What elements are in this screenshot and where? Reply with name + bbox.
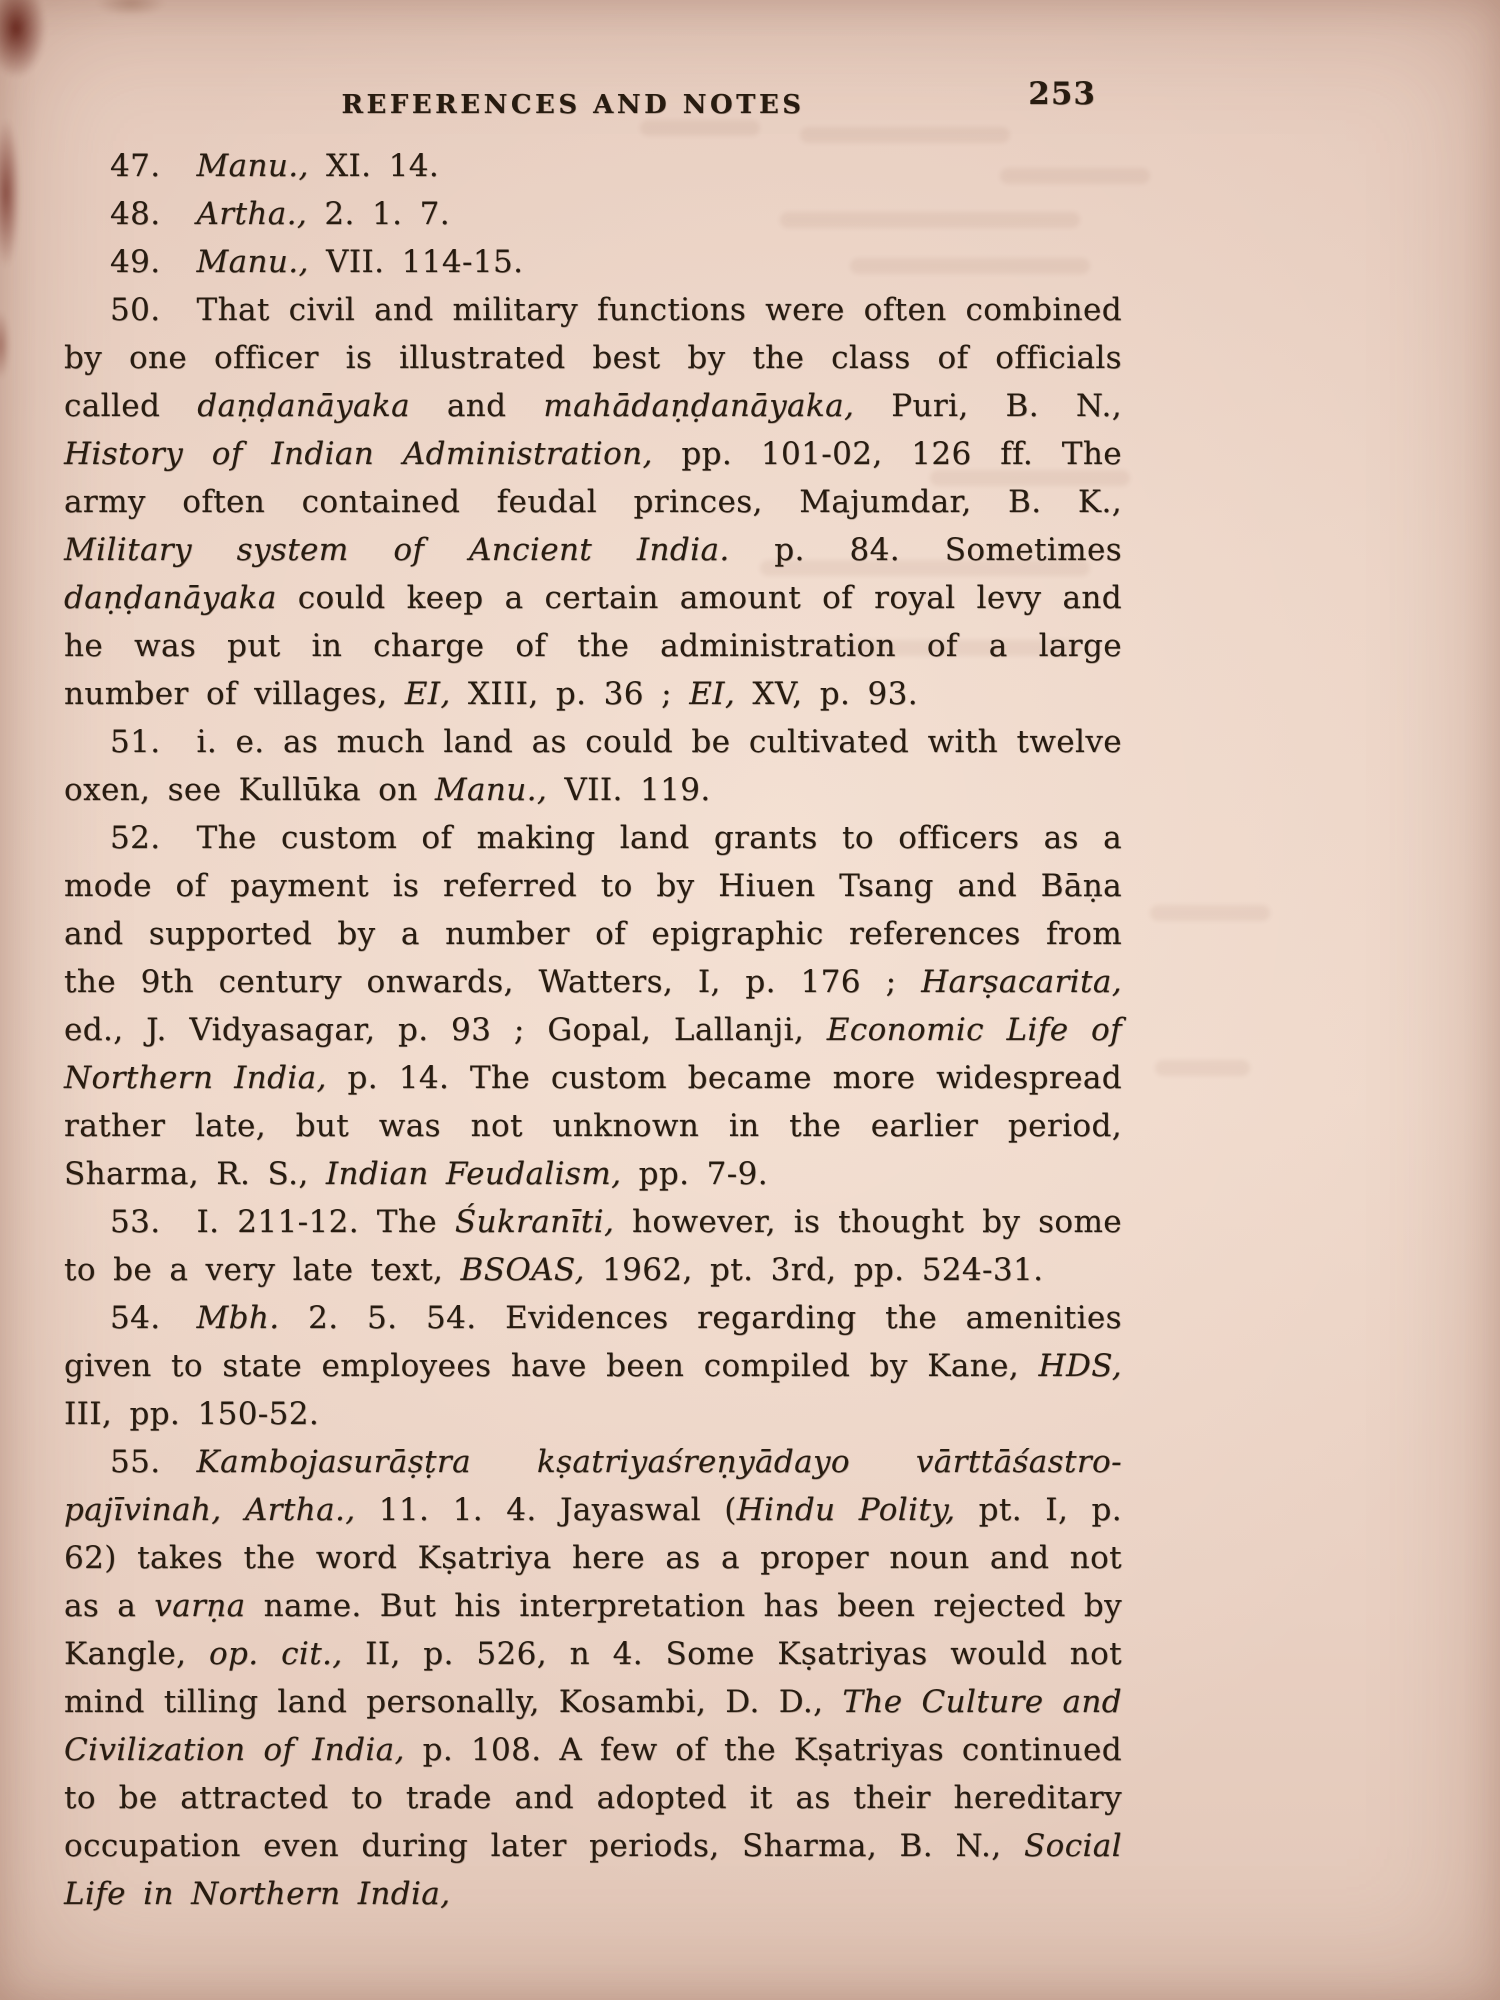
- note-text: XI. 14.: [308, 148, 440, 184]
- note-text-italic: History of Indian Administration,: [64, 436, 653, 472]
- note-text-italic: Manu.,: [196, 148, 309, 184]
- note-text: ed., J. Vidyasagar, p. 93 ; Gopal, Lallanji,: [64, 1012, 827, 1048]
- note-text-italic: BSOAS,: [460, 1252, 585, 1288]
- note-text-italic: Military system of Ancient India.: [64, 532, 730, 568]
- ink-stain: [0, 118, 20, 268]
- note-paragraph: [64, 1438, 1122, 1918]
- note-text-italic: The Culture and Civilization of India,: [64, 1684, 1122, 1768]
- note-paragraph: [64, 286, 1122, 718]
- note-text-italic: EI,: [689, 676, 736, 712]
- note-text: XV, p. 93.: [735, 676, 918, 712]
- ink-stain: [0, 310, 10, 380]
- note-text: Puri, B. N.,: [854, 388, 1122, 424]
- note-text-italic: mahādaṇḍanāyaka,: [543, 388, 855, 424]
- note-text-italic: Economic Life of Northern India,: [64, 1012, 1122, 1096]
- note-text-italic: op. cit.,: [208, 1636, 343, 1672]
- note-text: could keep a certain amount of royal levy and he was put in charge of the administration of a large number of villages,: [64, 580, 1122, 712]
- note-text-italic: Manu.,: [196, 244, 309, 280]
- note-paragraph: [64, 190, 1122, 238]
- note-paragraph: [64, 1294, 1122, 1438]
- note-text-italic: Śukranīti,: [454, 1204, 615, 1240]
- note-text: II, p. 526, n 4. Some Kṣatriyas would not mind tilling land personally, Kosambi, D. D.,: [64, 1636, 1123, 1720]
- note-text: and: [409, 388, 544, 424]
- note-text: 2. 1. 7.: [307, 196, 451, 232]
- note-text: pp. 7-9.: [621, 1156, 768, 1192]
- note-text-italic: Kambojasurāṣṭra kṣatriyaśreṇyādayo vārttāśastro-pajīvinah, Artha.,: [64, 1444, 1122, 1528]
- note-number: 51.: [110, 724, 161, 760]
- note-paragraph: [64, 718, 1122, 814]
- note-text-italic: Social Life in Northern India,: [64, 1828, 1122, 1912]
- note-text: VII. 114-15.: [308, 244, 524, 280]
- ink-stain: [0, 0, 46, 78]
- page-number: 253: [1028, 76, 1096, 112]
- note-text: i. e. as much land as could be cultivated with twelve oxen, see Kullūka on: [64, 724, 1122, 808]
- note-text: VII. 119.: [547, 772, 711, 808]
- note-text-italic: daṇḍanāyaka: [197, 388, 410, 424]
- note-paragraph: [64, 1198, 1122, 1294]
- note-paragraph: [64, 142, 1122, 190]
- note-text: name. But his interpretation has been rejected by Kangle,: [64, 1588, 1122, 1672]
- note-text: 11. 1. 4. Jayaswal (: [355, 1492, 737, 1528]
- note-text-italic: Mbh.: [196, 1300, 280, 1336]
- note-number: 47.: [110, 148, 161, 184]
- note-text-italic: EI,: [404, 676, 451, 712]
- note-text-italic: varṇa: [154, 1588, 246, 1624]
- note-number: 52.: [110, 820, 161, 856]
- note-text-italic: Indian Feudalism,: [325, 1156, 622, 1192]
- note-text-italic: Artha.,: [196, 196, 308, 232]
- page-content: [64, 76, 1123, 1918]
- note-text: p. 108. A few of the Kṣatriyas continued to be attracted to trade and adopted it as their hereditary occupation even during later periods, Sharma, B. N.,: [64, 1732, 1122, 1864]
- note-text-italic: HDS,: [1038, 1348, 1122, 1384]
- note-number: 50.: [110, 292, 161, 328]
- note-paragraph: [64, 814, 1122, 1198]
- note-text: III, pp. 150-52.: [64, 1396, 320, 1432]
- note-text: 2. 5. 54. Evidences regarding the amenities given to state employees have been compiled by Kane,: [64, 1300, 1122, 1384]
- note-text: however, is thought by some to be a very late text,: [64, 1204, 1123, 1288]
- note-number: 48.: [110, 196, 161, 232]
- notes-list: [64, 142, 1122, 1918]
- note-text-italic: Manu.,: [434, 772, 548, 808]
- note-number: 49.: [110, 244, 161, 280]
- note-text: p. 84. Sometimes: [729, 532, 1122, 568]
- note-text: p. 14. The custom became more widespread rather late, but was not unknown in the earlier period, Sharma, R. S.,: [64, 1060, 1122, 1192]
- note-text-italic: Harṣacarita,: [921, 964, 1122, 1000]
- page-header: [64, 76, 1122, 130]
- note-text: 1962, pt. 3rd, pp. 524-31.: [584, 1252, 1044, 1288]
- note-text-italic: Hindu Polity,: [736, 1492, 956, 1528]
- note-paragraph: [64, 238, 1122, 286]
- note-text-italic: daṇḍanāyaka: [64, 580, 277, 616]
- note-number: 55.: [110, 1444, 161, 1480]
- note-text: pp. 101-02, 126 ff. The army often contained feudal princes, Majumdar, B. K.,: [64, 436, 1122, 520]
- page-header-title: REFERENCES AND NOTES: [341, 90, 805, 120]
- note-text: That civil and military functions were often combined by one officer is illustrated best by the class of officials called: [64, 292, 1122, 424]
- note-number: 53.: [110, 1204, 161, 1240]
- note-number: 54.: [110, 1300, 161, 1336]
- note-text: pt. I, p. 62) takes the word Kṣatriya here as a proper noun and not as a: [64, 1492, 1123, 1624]
- ink-stain: [96, 0, 166, 16]
- note-text: The custom of making land grants to officers as a mode of payment is referred to by Hiuen Tsang and Bāṇa and supported by a number of epigraphic references from the 9th century onwards, Watters, I, p. 176 ;: [64, 820, 1122, 1000]
- note-text: XIII, p. 36 ;: [450, 676, 690, 712]
- note-text: I. 211-12. The: [196, 1204, 455, 1240]
